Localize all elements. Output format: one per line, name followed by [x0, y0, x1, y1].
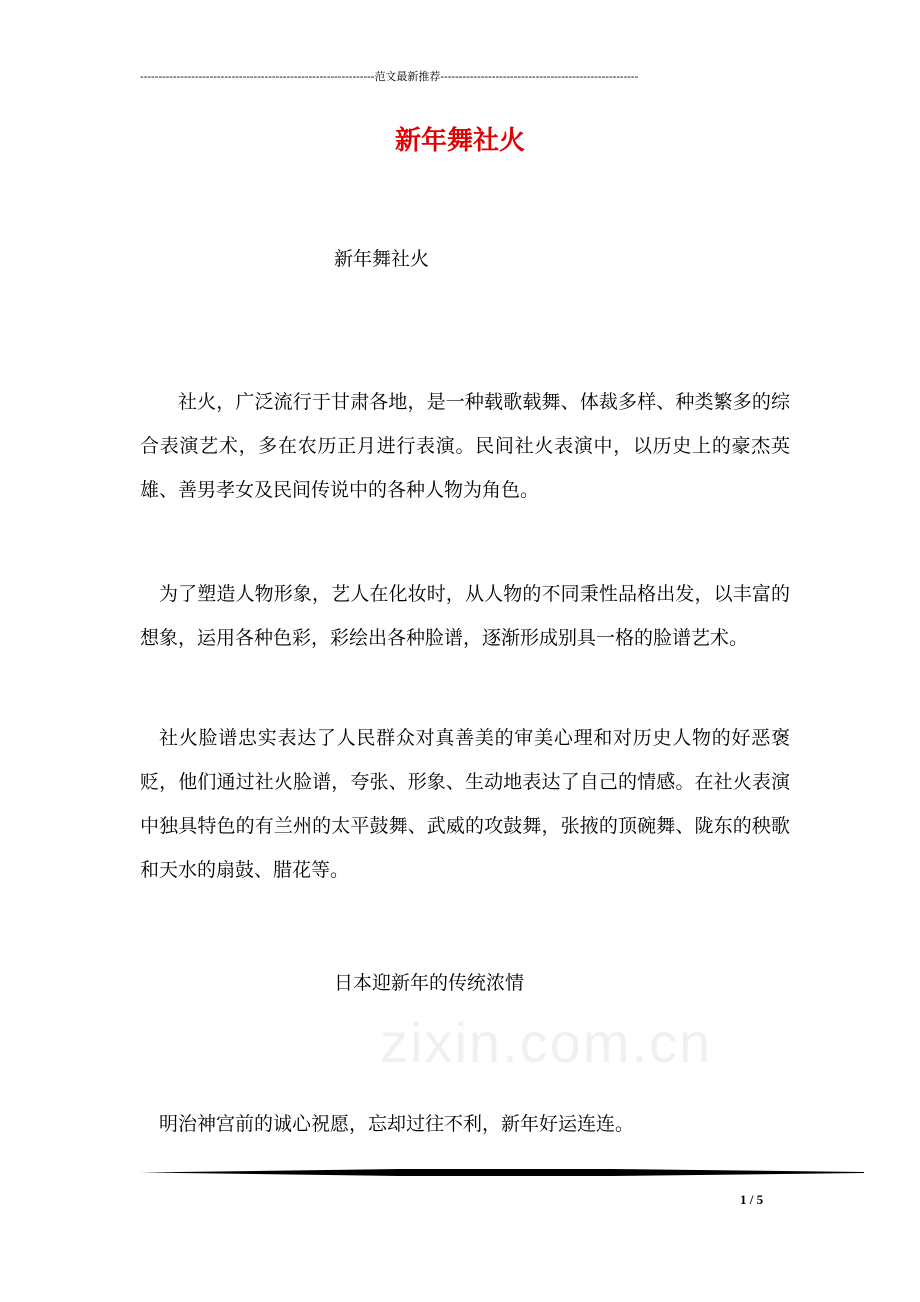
watermark: zixin.com.cn: [380, 1011, 713, 1074]
header-banner: ----------------------------------------------------------------范文最新推荐------------------------------------------------------: [140, 71, 639, 83]
paragraph-1: 社火，广泛流行于甘肃各地，是一种载歌载舞、体裁多样、种类繁多的综合表演艺术，多在农历正月进行表演。民间社火表演中，以历史上的豪杰英雄、善男孝女及民间传说中的各种人物为角色。: [140, 391, 790, 501]
paragraph-4: 明治神宫前的诚心祝愿，忘却过往不利，新年好运连连。: [159, 1113, 635, 1135]
section-title: 日本迎新年的传统浓情: [334, 972, 525, 994]
document-subtitle: 新年舞社火: [334, 248, 430, 270]
footer-rule: [140, 1168, 864, 1177]
paragraph-3: 社火脸谱忠实表达了人民群众对真善美的审美心理和对历史人物的好恶褒贬，他们通过社火脸谱，夸张、形象、生动地表达了自己的情感。在社火表演中独具特色的有兰州的太平鼓舞、武威的攻鼓舞，张掖的顶碗舞、陇东的秧歌和天水的扇鼓、腊花等。: [140, 727, 790, 881]
paragraph-2: 为了塑造人物形象，艺人在化妆时，从人物的不同秉性品格出发，以丰富的想象，运用各种色彩，彩绘出各种脸谱，逐渐形成别具一格的脸谱艺术。: [140, 583, 790, 649]
page-number: 1 / 5: [740, 1192, 764, 1207]
document-title: 新年舞社火: [394, 126, 525, 156]
